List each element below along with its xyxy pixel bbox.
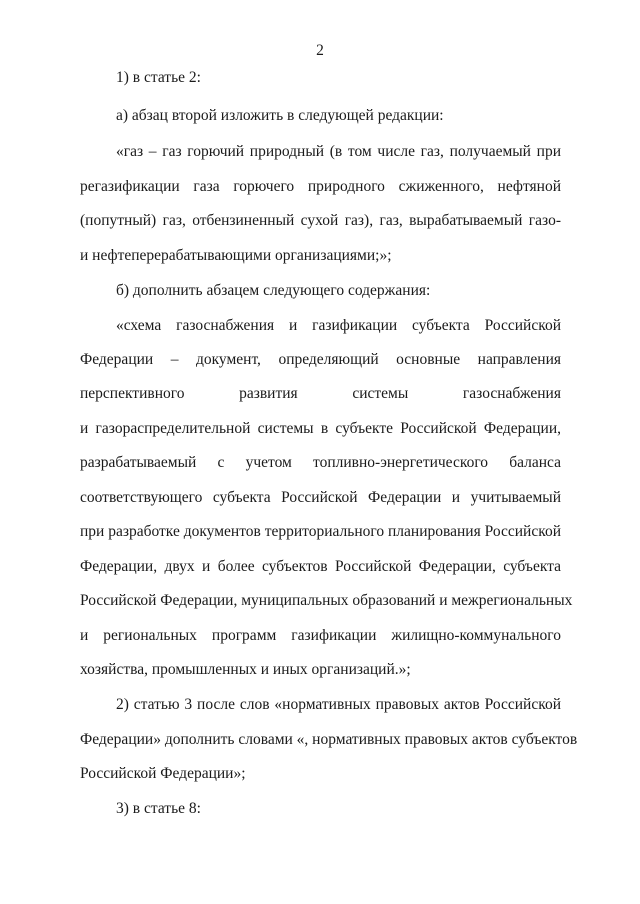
text-line: 1) в статье 2: [116, 69, 201, 86]
text-line: «газ – газ горючий природный (в том числе газ, получаемый при [116, 143, 561, 160]
text-line: «схема газоснабжения и газификации субъекта Российской [116, 317, 561, 334]
text-line: хозяйства, промышленных и иных организаций.»; [80, 661, 411, 678]
text-line: регазификации газа горючего природного сжиженного, нефтяной [80, 178, 561, 195]
text-line: Российской Федерации, муниципальных образований и межрегиональных [80, 592, 573, 609]
page-number: 2 [316, 42, 324, 59]
text-line: Федерации – документ, определяющий основные направления [80, 351, 561, 368]
text-line: при разработке документов территориального планирования Российской [80, 523, 561, 540]
text-line: и нефтеперерабатывающими организациями;»; [80, 247, 392, 264]
text-line: 2) статью 3 после слов «нормативных правовых актов Российской [116, 696, 561, 713]
text-line: разрабатываемый с учетом топливно-энергетического баланса [80, 454, 561, 471]
text-line: и газораспределительной системы в субъекте Российской Федерации, [80, 420, 561, 437]
text-line: Федерации, двух и более субъектов Российской Федерации, субъекта [80, 558, 561, 575]
text-line: и региональных программ газификации жилищно-коммунального [80, 627, 561, 644]
text-line: 3) в статье 8: [116, 800, 201, 817]
text-line: соответствующего субъекта Российской Федерации и учитываемый [80, 489, 561, 506]
text-line: б) дополнить абзацем следующего содержания: [116, 282, 431, 299]
text-line: перспективного развития системы газоснабжения [80, 385, 561, 402]
text-line: (попутный) газ, отбензиненный сухой газ), газ, вырабатываемый газо- [80, 212, 561, 229]
text-line: а) абзац второй изложить в следующей редакции: [116, 107, 444, 124]
text-line: Федерации» дополнить словами «, нормативных правовых актов субъектов [80, 731, 578, 748]
text-line: Российской Федерации»; [80, 765, 246, 782]
